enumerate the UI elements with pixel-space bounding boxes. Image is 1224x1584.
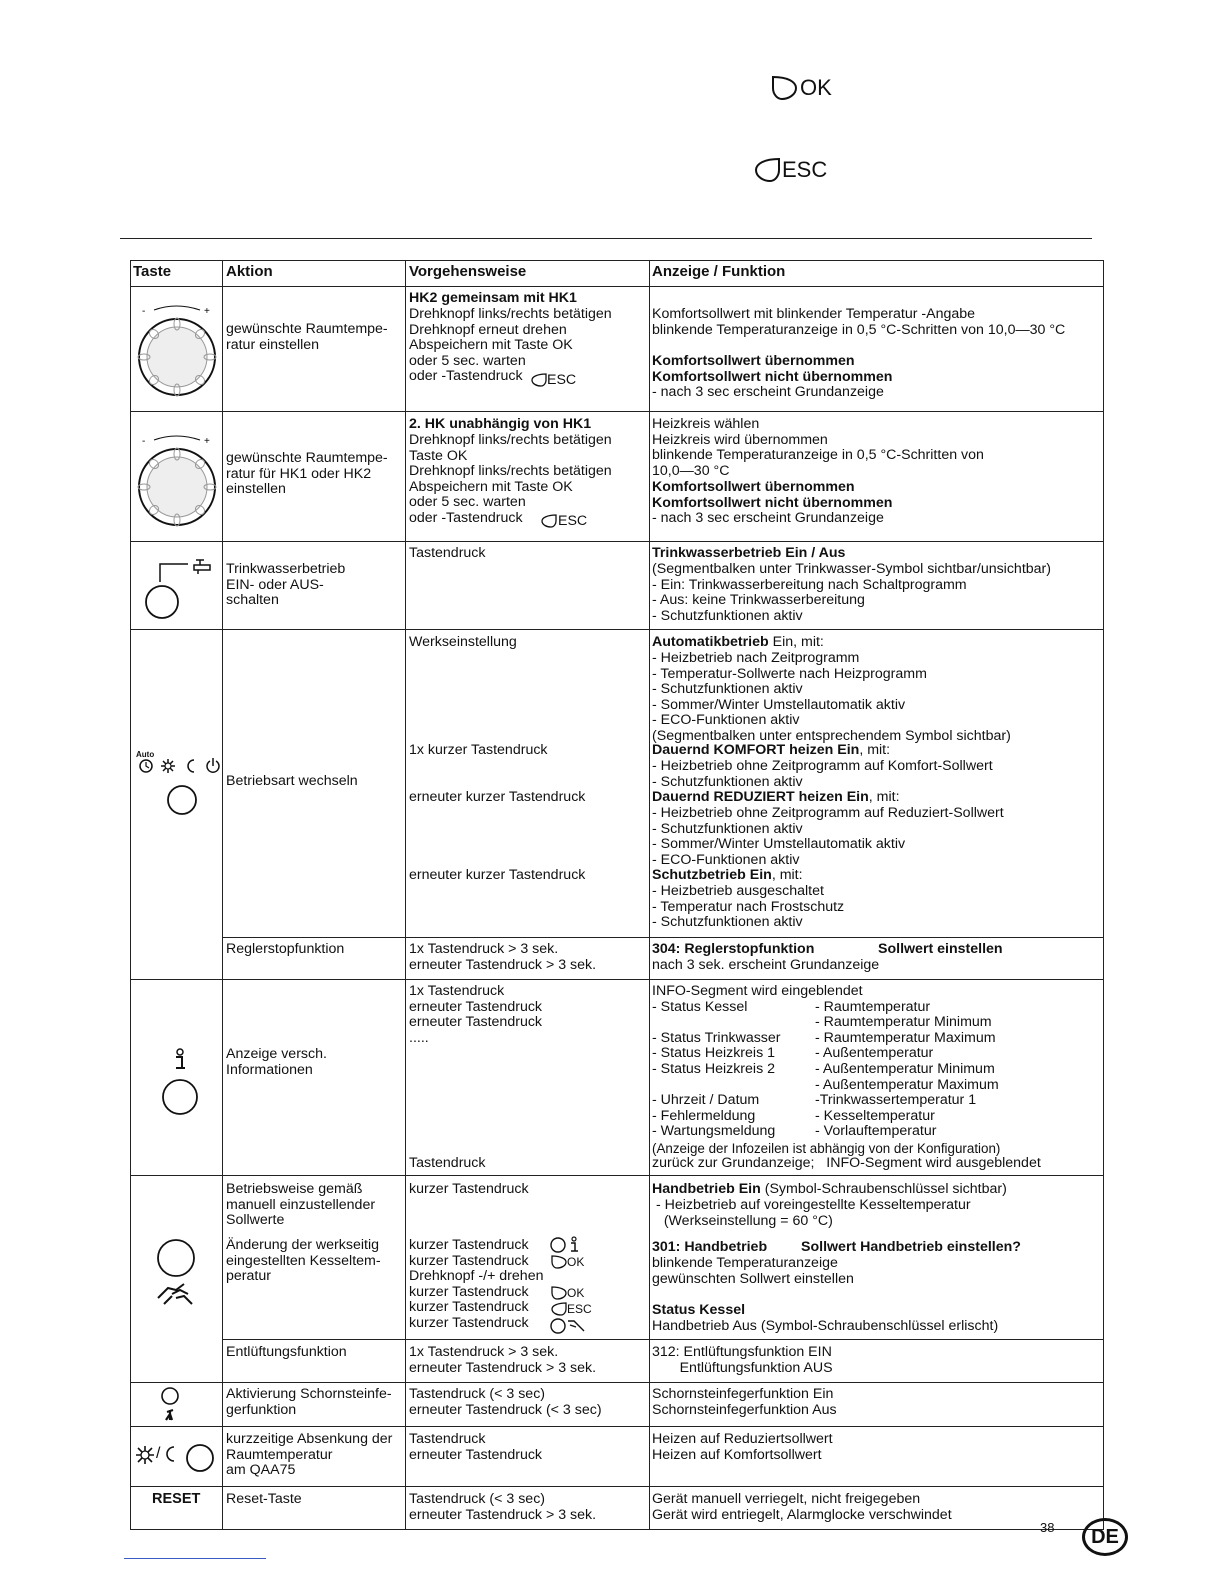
horizontal-rule: [120, 238, 1092, 239]
r5-aktion: Reglerstopfunktion: [226, 941, 345, 957]
r4-a4-bold: Schutzbetrieb Ein: [652, 867, 772, 883]
header-taste: Taste: [133, 263, 172, 280]
r10-anzeige: Heizen auf Reduziertsollwert Heizen auf Komfortsollwert: [652, 1431, 833, 1463]
page-number: 38: [1040, 1520, 1055, 1535]
rotary-knob-icon: [136, 432, 218, 530]
r6-anzeige-note: (Anzeige der Infozeilen ist abhängig von der Konfiguration): [652, 1141, 1001, 1156]
r2-anzeige: Heizkreis wählen Heizkreis wird übernommen blinkende Temperaturanzeige in 0,5 °C-Schritten von 10,0—30 °C: [652, 416, 984, 479]
r1-anzeige: Komfortsollwert mit blinkender Temperatur -Angabe blinkende Temperaturanzeige in 0,5 °C-Schritten von 10,0—30 °C: [652, 306, 1066, 338]
r6-anzeige-right: - Raumtemperatur - Raumtemperatur Minimum - Raumtemperatur Maximum - Außentemperatur - Außentemperatur Minimum - Außentemperatur Maximum -Trinkwassertemperatur 1 - Kesseltemperatur - Vorlauftemperatur: [815, 998, 999, 1140]
esc-key-icon: [550, 1301, 568, 1317]
r5-vorgehen: 1x Tastendruck > 3 sek. erneuter Tastendruck > 3 sek.: [409, 941, 597, 973]
info-button-icon[interactable]: [158, 1048, 202, 1118]
r4-a3-head: [652, 790, 900, 806]
r9-aktion: Aktivierung Schornsteinfe- gerfunktion: [226, 1386, 392, 1418]
r1-vorgehen: Drehknopf links/rechts betätigen Drehknopf erneut drehen Abspeichern mit Taste OK oder 5 sec. warten oder -Tastendruck: [409, 306, 612, 385]
r10-vorgehen: Tastendruck erneuter Tastendruck: [409, 1431, 543, 1463]
r4-a2-bold: Dauernd KOMFORT heizen Ein: [652, 742, 860, 758]
r7-a2-bold2: Sollwert Handbetrieb einstellen?: [801, 1239, 1021, 1255]
r3-anzeige: (Segmentbalken unter Trinkwasser-Symbol sichtbar/unsichtbar) - Ein: Trinkwasserbereitung nach Schaltprogramm - Aus: keine Trinkwasserbereitung - Schutzfunktionen aktiv: [652, 561, 1051, 624]
header-vorgehensweise: Vorgehensweise: [409, 263, 527, 280]
r4-a2: - Heizbetrieb ohne Zeitprogramm auf Komfort-Sollwert - Schutzfunktionen aktiv: [652, 758, 993, 790]
ok-key-legend: [770, 74, 832, 102]
r11-anzeige: Gerät manuell verriegelt, nicht freigegeben Gerät wird entriegelt, Alarmglocke verschwindet: [652, 1491, 952, 1523]
header-anzeige: Anzeige / Funktion: [652, 263, 786, 280]
mode-button-icon[interactable]: [136, 758, 220, 818]
header-aktion: Aktion: [226, 263, 273, 280]
r7-a1-bold: Handbetrieb Ein: [652, 1181, 761, 1197]
manual-mode-button-icon[interactable]: [154, 1238, 202, 1314]
r4-a1: - Heizbetrieb nach Zeitprogramm - Temperatur-Sollwerte nach Heizprogramm - Schutzfunktionen aktiv - Sommer/Winter Umstellautomatik aktiv - ECO-Funktionen aktiv (Segmentbalken unter entsprechendem Symbol sichtbar): [652, 650, 1011, 744]
r4-v1: Werkseinstellung: [409, 634, 517, 650]
r4-a2-tail: , mit:: [859, 742, 891, 758]
esc-key-legend: [752, 156, 827, 184]
r6-aktion: Anzeige versch. Informationen: [226, 1046, 327, 1078]
r4-v3: erneuter kurzer Tastendruck: [409, 789, 586, 805]
r4-a4-head: [652, 868, 803, 884]
moon-button-icon[interactable]: [164, 1444, 216, 1476]
r3-vorgehen: Tastendruck: [409, 545, 486, 561]
ok-key-label: OK: [800, 75, 832, 100]
r4-a4: - Heizbetrieb ausgeschaltet - Temperatur nach Frostschutz - Schutzfunktionen aktiv: [652, 883, 845, 931]
manual-key-icon: [550, 1317, 586, 1335]
ok-key-icon: [770, 74, 800, 102]
reset-button-label[interactable]: RESET: [152, 1491, 201, 1507]
r4-aktion: Betriebsart wechseln: [226, 773, 358, 789]
r7-a1: - Heizbetrieb auf voreingestellte Kesseltemperatur (Werkseinstellung = 60 °C): [655, 1197, 971, 1229]
r6-anzeige-end: zurück zur Grundanzeige; INFO-Segment wird ausgeblendet: [652, 1155, 1041, 1171]
r4-v2: 1x kurzer Tastendruck: [409, 742, 548, 758]
r11-aktion: Reset-Taste: [226, 1491, 302, 1507]
svg-text:-: -: [142, 306, 146, 317]
rotary-knob-icon: [136, 302, 218, 400]
r7-esc-label: ESC: [567, 1302, 592, 1316]
r7-a1-head: [652, 1182, 1007, 1198]
r1-anzeige-end: - nach 3 sec erscheint Grundanzeige: [652, 384, 884, 400]
r6-anzeige-left: INFO-Segment wird eingeblendet - Status Kessel - Status Trinkwasser - Status Heizkreis 1 - Status Heizkreis 2 - Uhrzeit / Datum - Fehlermeldung - Wartungsmeldung: [652, 983, 863, 1140]
r7-a2: blinkende Temperaturanzeige gewünschten Sollwert einstellen: [652, 1255, 854, 1287]
function-table: [130, 260, 1104, 1530]
r10-aktion: kurzzeitige Absenkung der Raumtemperatur am QAA75: [226, 1431, 393, 1479]
hot-water-button-icon[interactable]: [140, 556, 218, 622]
r5-anzeige-bold1: 304: Reglerstopfunktion: [652, 941, 815, 957]
r11-vorgehen: Tastendruck (< 3 sec) erneuter Tastendruck > 3 sek.: [409, 1491, 597, 1523]
r4-a1-tail: Ein, mit:: [768, 634, 824, 650]
esc-key-icon: [752, 156, 782, 184]
svg-text:+: +: [204, 306, 210, 317]
r6-vorgehen2: Tastendruck: [409, 1155, 486, 1171]
r5-anzeige: nach 3 sek. erscheint Grundanzeige: [652, 957, 880, 973]
r4-v4: erneuter kurzer Tastendruck: [409, 867, 586, 883]
language-badge: DE: [1082, 1518, 1128, 1556]
r1-esc-label: ESC: [547, 372, 577, 388]
r2-aktion: gewünschte Raumtempe- ratur für HK1 oder HK2 einstellen: [226, 450, 388, 498]
auto-mode-label: Auto: [136, 750, 155, 759]
svg-text:+: +: [204, 436, 210, 447]
footer-line: [124, 1558, 266, 1559]
ok-key-icon: [550, 1254, 568, 1270]
r10-separator: /: [156, 1445, 161, 1462]
r9-vorgehen: Tastendruck (< 3 sec) erneuter Tastendruck (< 3 sec): [409, 1386, 602, 1418]
r9-anzeige: Schornsteinfegerfunktion Ein Schornsteinfegerfunktion Aus: [652, 1386, 837, 1418]
r4-a3: - Heizbetrieb ohne Zeitprogramm auf Reduziert-Sollwert - Schutzfunktionen aktiv - Sommer/Winter Umstellautomatik aktiv - ECO-Funktionen aktiv: [652, 805, 1004, 868]
r4-a3-bold: Dauernd REDUZIERT heizen Ein: [652, 789, 869, 805]
sun-icon: [134, 1444, 156, 1466]
esc-key-icon: [540, 513, 558, 529]
r7-v1: kurzer Tastendruck: [409, 1181, 529, 1197]
r4-a1-bold: Automatikbetrieb: [652, 634, 769, 650]
r8-anzeige: 312: Entlüftungsfunktion EIN Entlüftungsfunktion AUS: [652, 1344, 833, 1376]
r7-a2-bold1: 301: Handbetrieb: [652, 1239, 768, 1255]
r3-aktion: Trinkwasserbetrieb EIN- oder AUS- schalten: [226, 561, 346, 609]
r8-vorgehen: 1x Tastendruck > 3 sek. erneuter Tastendruck > 3 sek.: [409, 1344, 597, 1376]
r3-anzeige-title: Trinkwasserbetrieb Ein / Aus: [652, 545, 846, 561]
r2-anzeige-bold: Komfortsollwert übernommen Komfortsollwert nicht übernommen: [652, 479, 893, 511]
esc-key-icon: [530, 372, 548, 388]
r2-vorgehen: Drehknopf links/rechts betätigen Taste OK Drehknopf links/rechts betätigen Abspeichern mit Taste OK oder 5 sec. warten oder -Tastendruck: [409, 432, 612, 526]
r1-aktion: gewünschte Raumtempe- ratur einstellen: [226, 321, 388, 353]
r4-a4-tail: , mit:: [771, 867, 803, 883]
r2-esc-label: ESC: [558, 513, 588, 529]
r7-ok-label-1: OK: [567, 1255, 585, 1269]
ok-key-icon: [550, 1285, 568, 1301]
chimney-sweep-button-icon[interactable]: [158, 1386, 188, 1424]
r2-anzeige-end: - nach 3 sec erscheint Grundanzeige: [652, 510, 884, 526]
info-key-icon: [550, 1236, 582, 1254]
r7-a3-bold: Status Kessel: [652, 1302, 746, 1318]
r6-vorgehen: 1x Tastendruck erneuter Tastendruck erneuter Tastendruck .....: [409, 983, 543, 1046]
svg-text:-: -: [142, 436, 146, 447]
r1-vorgehen-title: HK2 gemeinsam mit HK1: [409, 290, 577, 306]
r7-a1-tail: (Symbol-Schraubenschlüssel sichtbar): [760, 1181, 1007, 1197]
r7-ok-label-2: OK: [567, 1286, 585, 1300]
r5-anzeige-bold2: Sollwert einstellen: [878, 941, 1003, 957]
r4-a2-head: [652, 743, 890, 759]
r7-a3: Handbetrieb Aus (Symbol-Schraubenschlüssel erlischt): [652, 1318, 999, 1334]
r2-vorgehen-title: 2. HK unabhängig von HK1: [409, 416, 592, 432]
r4-a3-tail: , mit:: [868, 789, 900, 805]
esc-key-label: ESC: [782, 157, 828, 182]
r7-v2: kurzer Tastendruck kurzer Tastendruck Drehknopf -/+ drehen kurzer Tastendruck kurzer Tastendruck kurzer Tastendruck: [409, 1237, 544, 1331]
r7-aktion2: Änderung der werkseitig eingestellten Kesseltem- peratur: [226, 1237, 381, 1285]
r1-anzeige-bold: Komfortsollwert übernommen Komfortsollwert nicht übernommen: [652, 353, 893, 385]
r4-a1-head: [652, 635, 824, 651]
r8-aktion: Entlüftungsfunktion: [226, 1344, 347, 1360]
r7-aktion1: Betriebsweise gemäß manuell einzustellender Sollwerte: [226, 1181, 376, 1229]
